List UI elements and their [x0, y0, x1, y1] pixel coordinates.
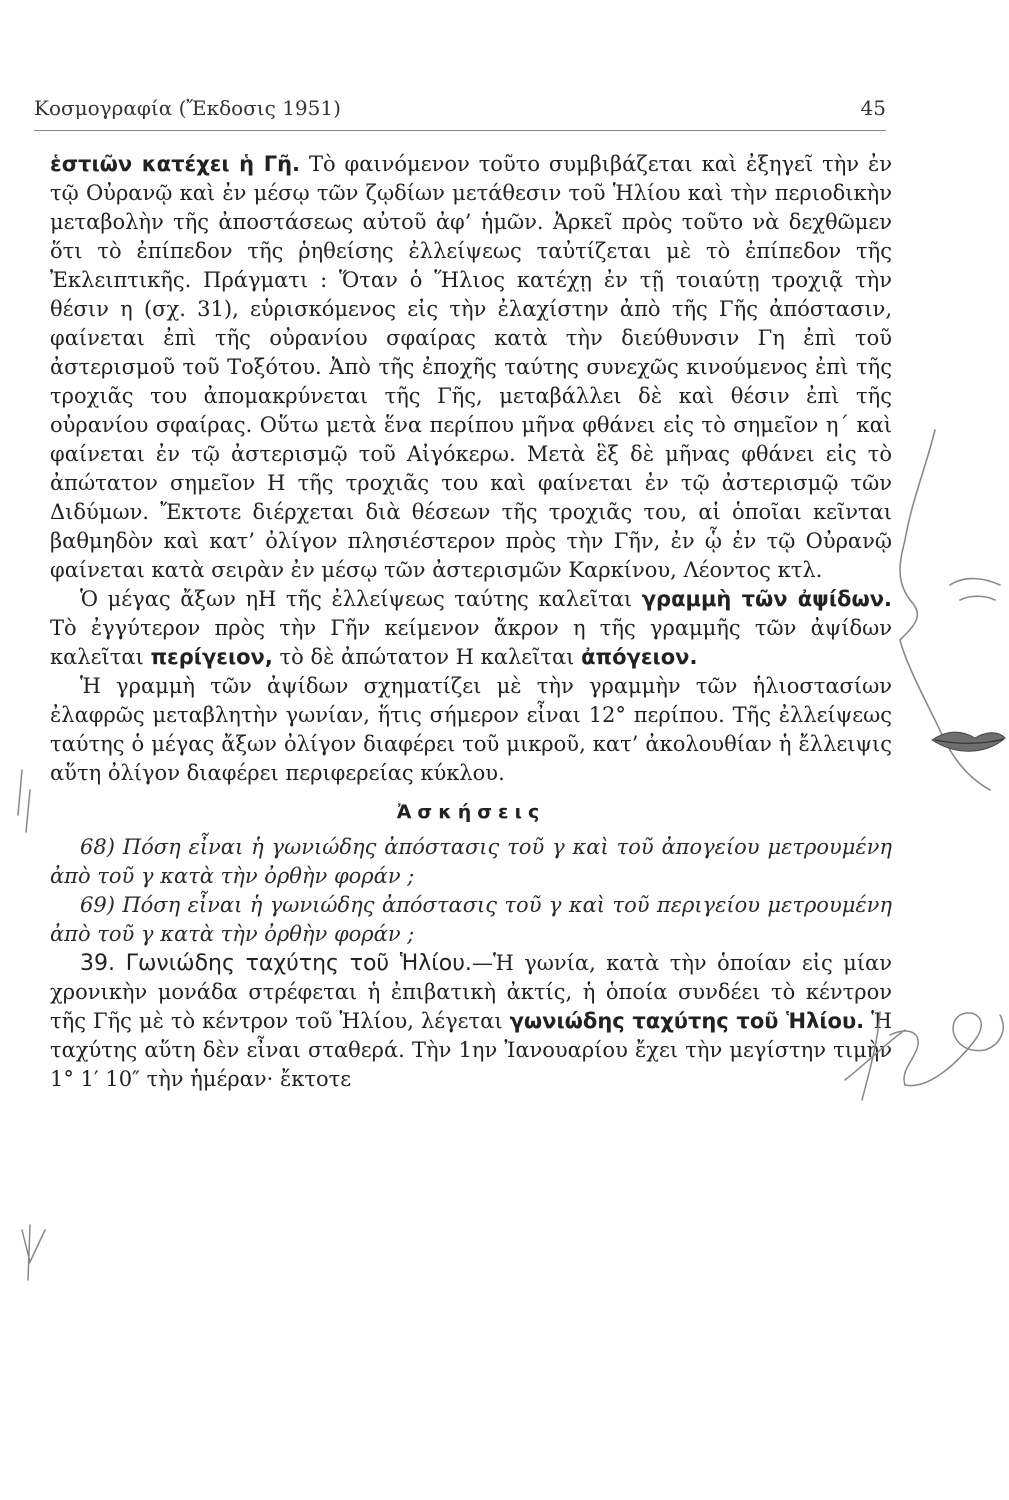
running-header: [34, 96, 886, 120]
paragraph-text: —Ἡ γωνία, κατὰ τὴν ὁποίαν εἰς μίαν χρονικὴν μονάδα στρέφεται ἡ ἐπιβατικὴ ἀκτίς, ἡ ὁποία συνδέει τὸ κέντρον τῆς Γῆς μὲ τὸ κέντρον τοῦ Ἡλίου, λέγεται: [50, 951, 893, 1033]
section-39: [50, 949, 892, 1094]
paragraph-text: τὸ δὲ ἀπώτατον Η καλεῖται: [272, 645, 582, 669]
exercise-68: 68) Πόση εἶναι ἡ γωνιώδης ἀπόστασις τοῦ γ καὶ τοῦ ἀπογείου μετρουμένη ἀπὸ τοῦ γ κατὰ τὴν ὀρθὴν φοράν ;: [50, 835, 892, 888]
term-apogee: ἀπόγειον.: [581, 645, 698, 669]
paragraph-text: Ἡ ταχύτης αὕτη δὲν εἶναι σταθερά. Τὴν 1ην Ἰανουαρίου ἔχει τὴν μεγίστην τιμὴν 1° 1′ 10″ τὴν ἡμέραν· ἔκτοτε: [50, 1009, 893, 1091]
margin-mark-icon: [18, 770, 30, 832]
paragraph-apsides: [50, 585, 892, 672]
paragraph-text: Τὸ ἐγγύτερον πρὸς τὴν Γῆν κείμενον ἄκρον η τῆς γραμμῆς τῶν ἀψίδων καλεῖται: [50, 616, 892, 669]
term-angular-velocity: γωνιώδης ταχύτης τοῦ Ἡλίου.: [509, 1009, 865, 1033]
section-title: 39. Γωνιώδης ταχύτης τοῦ Ἡλίου.: [80, 951, 472, 976]
term-perigee: περίγειον,: [150, 645, 273, 669]
body-text: [50, 150, 892, 1094]
paragraph-text: Ὁ μέγας ἄξων ηΗ τῆς ἐλλείψεως ταύτης καλεῖται: [80, 587, 642, 611]
exercise-69: 69) Πόση εἶναι ἡ γωνιώδης ἀπόστασις τοῦ γ καὶ τοῦ περιγείου μετρουμένη ἀπὸ τοῦ γ κατὰ τὴν ὀρθὴν φοράν ;: [50, 893, 892, 946]
page-number: 45: [860, 96, 886, 120]
lips-icon: [932, 732, 1005, 751]
exercises-heading: Ἀσκήσεις: [396, 801, 546, 823]
header-rule: [34, 130, 886, 131]
margin-mark-icon: [22, 1225, 45, 1280]
paragraph-ellipse-orbit: [50, 150, 892, 585]
paragraph-text: Τὸ φαινόμενον τοῦτο συμβιβάζεται καὶ ἐξηγεῖ τὴν ἐν τῷ Οὐρανῷ καὶ ἐν μέσῳ τῶν ζῳδίων μετάθεσιν τοῦ Ἡλίου καὶ τὴν περιοδικὴν μεταβολὴν τῆς ἀποστάσεως αὐτοῦ ἀφ’ ἡμῶν. Ἀρκεῖ πρὸς τοῦτο νὰ δεχθῶμεν ὅτι τὸ ἐπίπεδον τῆς ῥηθείσης ἐλλείψεως ταὐτίζεται μὲ τὸ ἐπίπεδον τῆς Ἐκλειπτικῆς. Πράγματι : Ὅταν ὁ Ἥλιος κατέχῃ ἐν τῇ τοιαύτῃ τροχιᾷ τὴν θέσιν η (σχ. 31), εὑρισκόμενος εἰς τὴν ἐλαχίστην ἀπὸ τῆς Γῆς ἀπόστασιν, φαίνεται ἐπὶ τῆς οὐρανίου σφαίρας κατὰ τὴν διεύθυνσιν Γη ἐπὶ τοῦ ἀστερισμοῦ τοῦ Τοξότου. Ἀπὸ τῆς ἐποχῆς ταύτης συνεχῶς κινούμενος ἐπὶ τῆς τροχιᾶς του ἀπομακρύνεται τῆς Γῆς, μεταβάλλει δὲ καὶ θέσιν ἐπὶ τῆς οὐρανίου σφαίρας. Οὕτω μετὰ ἕνα περίπου μῆνα φθάνει εἰς τὸ σημεῖον η΄ καὶ φαίνεται ἐν τῷ ἀστερισμῷ τοῦ Αἰγόκερω. Μετὰ ἓξ δὲ μῆνας φθάνει εἰς τὸ ἀπώτατον σημεῖον Η τῆς τροχιᾶς του καὶ φαίνεται ἐν τῷ ἀστερισμῷ τῶν Διδύμων. Ἔκτοτε διέρχεται διὰ θέσεων τῆς τροχιᾶς του, αἱ ὁποῖαι κεῖνται βαθμηδὸν καὶ κατ’ ὀλίγον πλησιέστερον πρὸς τὴν Γῆν, ἐν ᾧ ἐν τῷ Οὐρανῷ φαίνεται κατὰ σειρὰν ἐν μέσῳ τῶν ἀστερισμῶν Καρκίνου, Λέοντος κτλ.: [50, 152, 893, 582]
term-line-of-apsides: γραμμὴ τῶν ἀψίδων.: [641, 587, 892, 611]
bold-lead: ἑστιῶν κατέχει ἡ Γῆ.: [50, 152, 301, 176]
eyebrow-icon: [950, 579, 1000, 585]
paragraph-solstice-angle: Ἡ γραμμὴ τῶν ἀψίδων σχηματίζει μὲ τὴν γραμμὴν τῶν ἡλιοστασίων ἐλαφρῶς μεταβλητὴν γωνίαν, ἥτις σήμερον εἶναι 12° περίπου. Τῆς ἐλλείψεως ταύτης ὁ μέγας ἄξων ὀλίγον διαφέρει τοῦ μικροῦ, κατ’ ἀκολουθίαν ἡ ἔλλειψις αὕτη ὀλίγον διαφέρει περιφερείας κύκλου.: [50, 674, 892, 785]
header-title: Κοσμογραφία (Ἔκδοσις 1951): [34, 96, 341, 120]
eye-icon: [960, 596, 995, 600]
face-outline-icon: [900, 430, 990, 790]
